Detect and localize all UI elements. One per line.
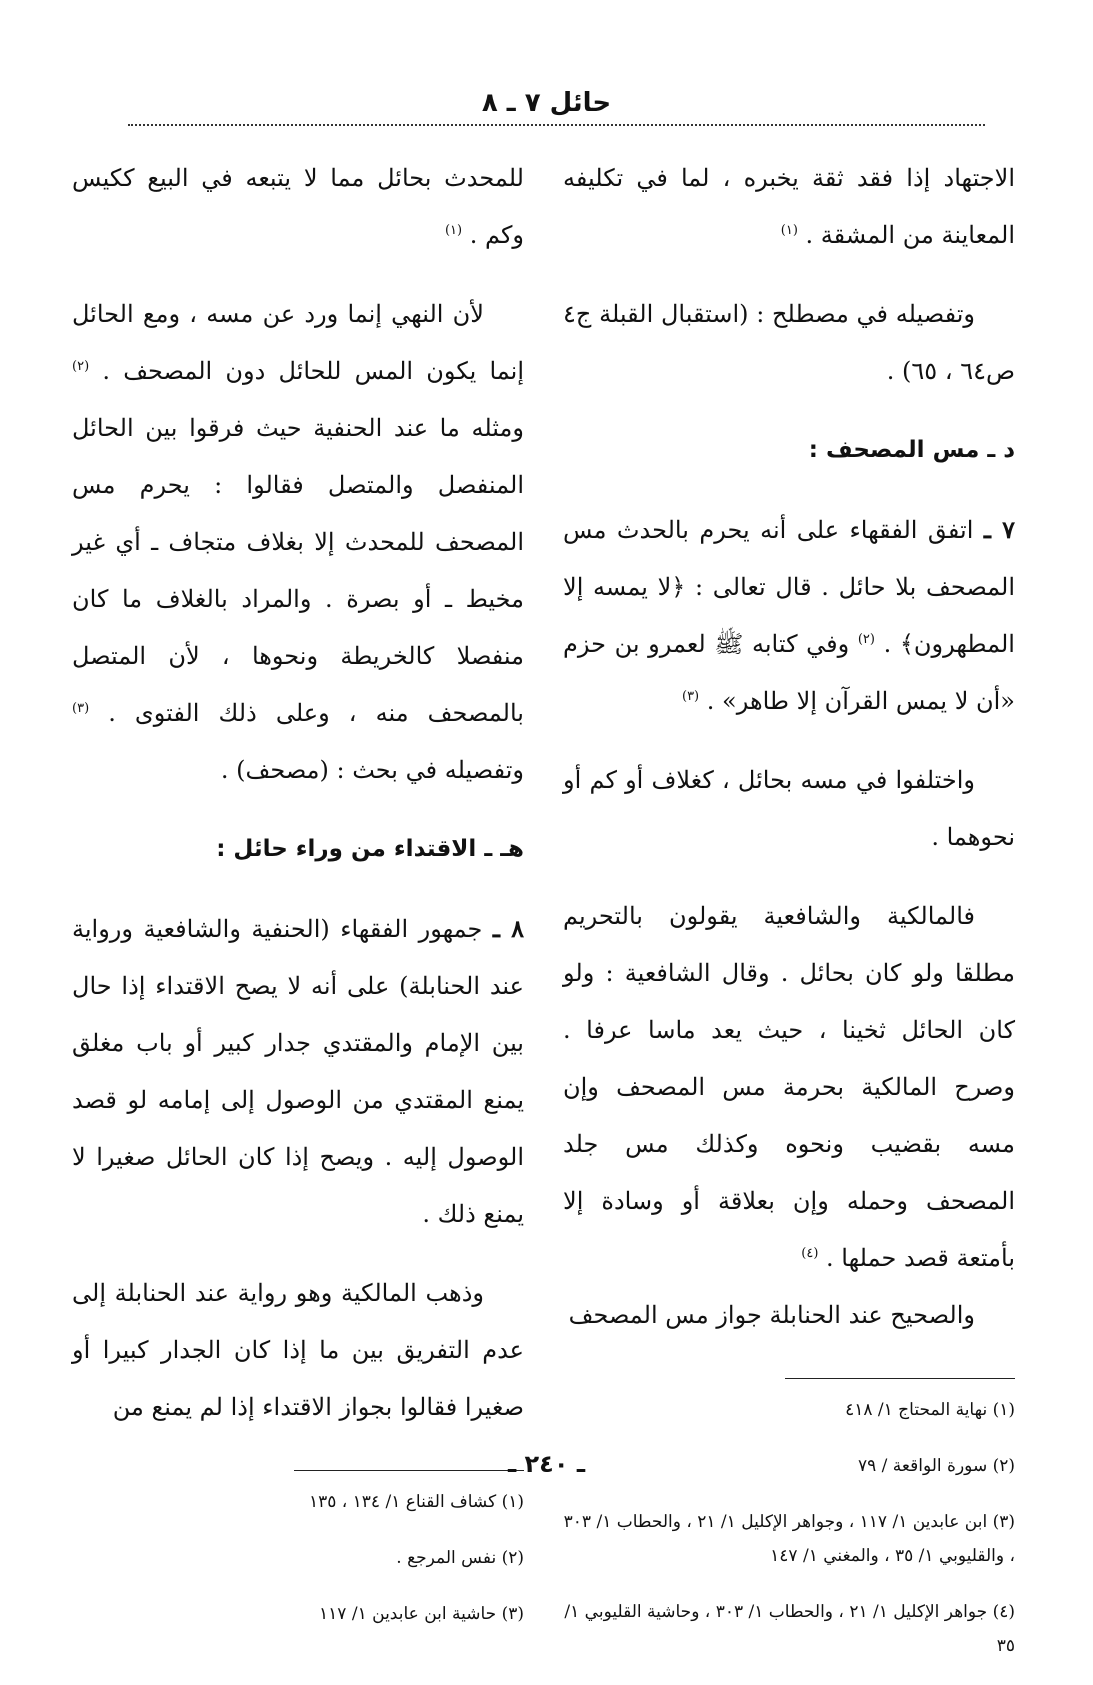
paragraph: للمحدث بحائل مما لا يتبعه في البيع ككيس وكم . $^{(١)}$ (72, 164, 524, 249)
paragraph: ٧ ـ اتفق الفقهاء على أنه يحرم بالحدث مس المصحف بلا حائل . قال تعالى : ﴿لا يمسه إلا المطهرون﴾ . $^{(٢)}$ وفي كتابه ﷺ لعمرو بن حزم «أن لا يمس القرآن إلا طاهر» . $^{(٣)}$ (563, 515, 1015, 715)
paragraph: لأن النهي إنما ورد عن مسه ، ومع الحائل إنما يكون المس للحائل دون المصحف . $^{(٢)}$ ومثله ما عند الحنفية حيث فرقوا بين الحائل المنفصل والمتصل فقالوا : يحرم مس المصحف للمحدث إلا بغلاف متجاف ـ أي غير مخيط ـ أو بصرة . والمراد بالغلاف ما كان منفصلا كالخريطة ونحوها ، لأن المتصل بالمصحف منه ، وعلى ذلك الفتوى . $^{(٣)}$ وتفصيله في بحث : (مصحف) . (72, 300, 524, 784)
footnote-marker: (١) (444, 223, 463, 238)
page-number: ـ ٢٤٠ ـ (507, 1450, 586, 1478)
footnote-marker: (١) (780, 223, 798, 238)
paragraph: واختلفوا في مسه بحائل ، كغلاف أو كم أو نحوهما . (563, 766, 1015, 851)
footnote-divider (785, 1378, 1015, 1379)
footnote: (٢) سورة الواقعة / ٧٩ (857, 1456, 1015, 1476)
footnote-marker: (٢) (857, 632, 875, 647)
header-divider (128, 124, 985, 126)
footnote: (١) كشاف القناع ١/ ١٣٤ ، ١٣٥ (308, 1492, 524, 1512)
section-heading: د ـ مس المصحف : (808, 437, 1015, 463)
footnote: (٣) ابن عابدين ١/ ١١٧ ، وجواهر الإكليل ١/ ٢١ ، والحطاب ١/ ٣٠٣ ، والقليوبي ١/ ٣٥ ، والمغني ١/ ١٤٧ (563, 1512, 1015, 1566)
page-header: حائل ٧ ـ ٨ (481, 88, 612, 118)
paragraph: الاجتهاد إذا فقد ثقة يخبره ، لما في تكليفه المعاينة من المشقة . $^{(١)}$ (563, 164, 1015, 249)
footnote-marker: (٣) (72, 701, 90, 716)
paragraph: والصحيح عند الحنابلة جواز مس المصحف (568, 1301, 975, 1329)
paragraph-number: ٨ ـ (492, 914, 524, 943)
footnote-marker: (٣) (681, 689, 700, 704)
footnote-marker: (٤) (801, 1246, 819, 1261)
left-column (72, 150, 524, 1653)
paragraph: وذهب المالكية وهو رواية عند الحنابلة إلى عدم التفريق بين ما إذا كان الجدار كبيرا أو صغيرا فقالوا بجواز الاقتداء إذا لم يمنع من (72, 1279, 524, 1421)
section-heading: هـ ـ الاقتداء من وراء حائل : (216, 836, 524, 862)
footnote: (٢) نفس المرجع . (396, 1548, 524, 1568)
paragraph: وتفصيله في مصطلح : (استقبال القبلة ج٤ ص٦٤ ، ٦٥) . (563, 300, 1015, 385)
footnote: (٣) حاشية ابن عابدين ١/ ١١٧ (319, 1604, 524, 1624)
footnote: (٤) جواهر الإكليل ١/ ٢١ ، والحطاب ١/ ٣٠٣ ، وحاشية القليوبي ١/ ٣٥ (564, 1602, 1015, 1656)
paragraph: ٨ ـ جمهور الفقهاء (الحنفية والشافعية ورواية عند الحنابلة) على أنه لا يصح الاقتداء إذا حال بين الإمام والمقتدي جدار كبير أو باب مغلق يمنع المقتدي من الوصول إلى إمامه لو قصد الوصول إليه . ويصح إذا كان الحائل صغيرا لا يمنع ذلك . (72, 914, 524, 1228)
paragraph: فالمالكية والشافعية يقولون بالتحريم مطلقا ولو كان بحائل . وقال الشافعية : ولو كان الحائل ثخينا ، حيث يعد ماسا عرفا . وصرح المالكية بحرمة مس المصحف وإن مسه بقضيب ونحوه وكذلك مس جلد المصحف وحمله وإن بعلاقة أو وسادة إلا بأمتعة قصد حملها . $^{(٤)}$ (563, 902, 1015, 1272)
footnote: (١) نهاية المحتاج ١/ ٤١٨ (845, 1400, 1015, 1420)
paragraph-number: ٧ ـ (983, 515, 1015, 544)
footnote-marker: (٢) (72, 359, 90, 374)
